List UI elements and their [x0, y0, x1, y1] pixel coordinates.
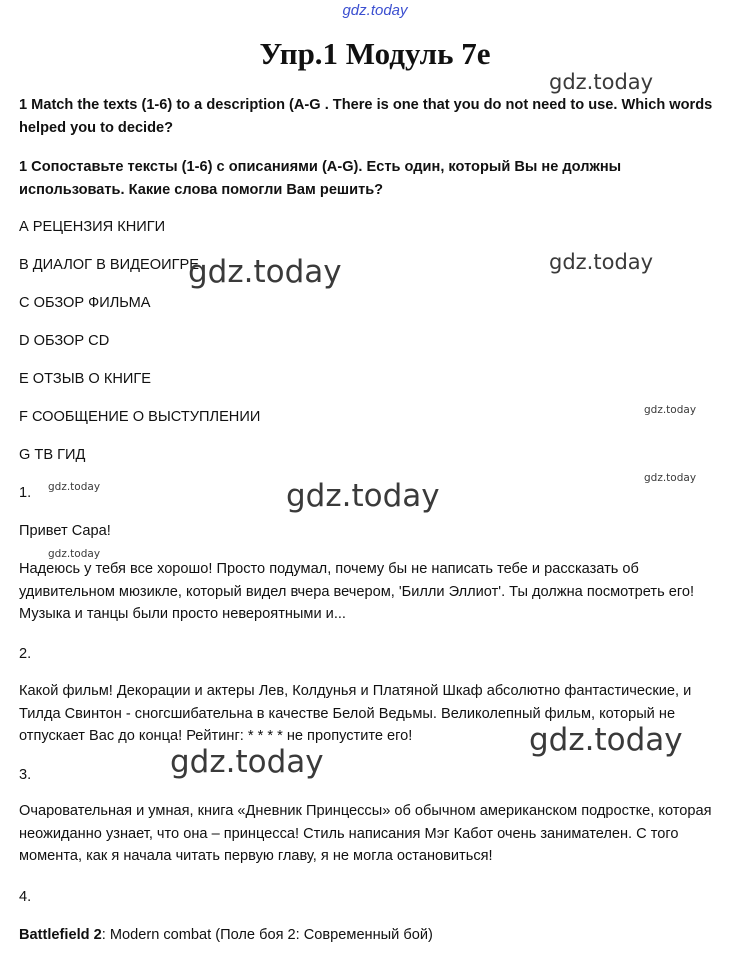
option-f: F СООБЩЕНИЕ О ВЫСТУПЛЕНИИ	[19, 409, 261, 425]
text-4-number: 4.	[19, 889, 32, 905]
watermark: gdz.today	[644, 404, 697, 416]
option-d: D ОБЗОР CD	[19, 333, 110, 349]
text-4-title-rest: : Modern combat (Поле боя 2: Современный бой)	[101, 927, 433, 943]
task-russian: 1 Сопоставьте тексты (1-6) с описаниями (A-G). Есть один, который Вы не должны использовать. Какие слова помогли Вам решить?	[19, 159, 622, 198]
site-link[interactable]: gdz.today	[342, 2, 408, 19]
watermark: gdz.today	[286, 478, 440, 514]
option-e: Е ОТЗЫВ О КНИГЕ	[19, 371, 151, 387]
text-4-title	[19, 924, 719, 947]
text-3-number: 3.	[19, 767, 32, 783]
page-title: Упр.1 Модуль 7e	[259, 36, 491, 71]
text-1-greeting: Привет Сара!	[19, 523, 111, 539]
option-b: В ДИАЛОГ В ВИДЕОИГРЕ	[19, 257, 199, 273]
option-a: А РЕЦЕНЗИЯ КНИГИ	[19, 219, 166, 235]
task-english: 1 Match the texts (1-6) to a description (A-G . There is one that you do not need to use. Which words helped you to decide?	[19, 97, 713, 136]
watermark: gdz.today	[549, 250, 654, 274]
watermark: gdz.today	[170, 744, 324, 780]
text-2-body: Какой фильм! Декорации и актеры Лев, Колдунья и Платяной Шкаф абсолютно фантастические, и Тилда Свинтон - сногсшибательна в качестве Белой Ведьмы. Великолепный фильм, который не отпускает Вас до конца! Рейтинг: * * * * не пропустите его!	[19, 683, 692, 744]
watermark: gdz.today	[188, 254, 342, 290]
watermark: gdz.today	[48, 548, 101, 560]
watermark: gdz.today	[48, 481, 101, 493]
text-2-number: 2.	[19, 646, 32, 662]
text-3-body: Очаровательная и умная, книга «Дневник Принцессы» об обычном американском подростке, которая неожиданно узнает, что она – принцесса! Стиль написания Мэг Кабот очень занимателен. С того момента, как я начала читать первую главу, я не могла остановиться!	[19, 803, 712, 864]
watermark: gdz.today	[529, 722, 683, 758]
option-c: С ОБЗОР ФИЛЬМА	[19, 295, 151, 311]
text-1-body: Надеюсь у тебя все хорошо! Просто подумал, почему бы не написать тебе и рассказать об удивительном мюзикле, который видел вчера вечером, 'Билли Эллиот'. Ты должна посмотреть его! Музыка и танцы были просто невероятными и...	[19, 561, 695, 622]
text-4-title-bold: Battlefield 2	[19, 927, 102, 943]
option-g: G ТВ ГИД	[19, 447, 86, 463]
watermark: gdz.today	[644, 472, 697, 484]
text-1-number: 1.	[19, 485, 32, 501]
watermark: gdz.today	[549, 70, 654, 94]
